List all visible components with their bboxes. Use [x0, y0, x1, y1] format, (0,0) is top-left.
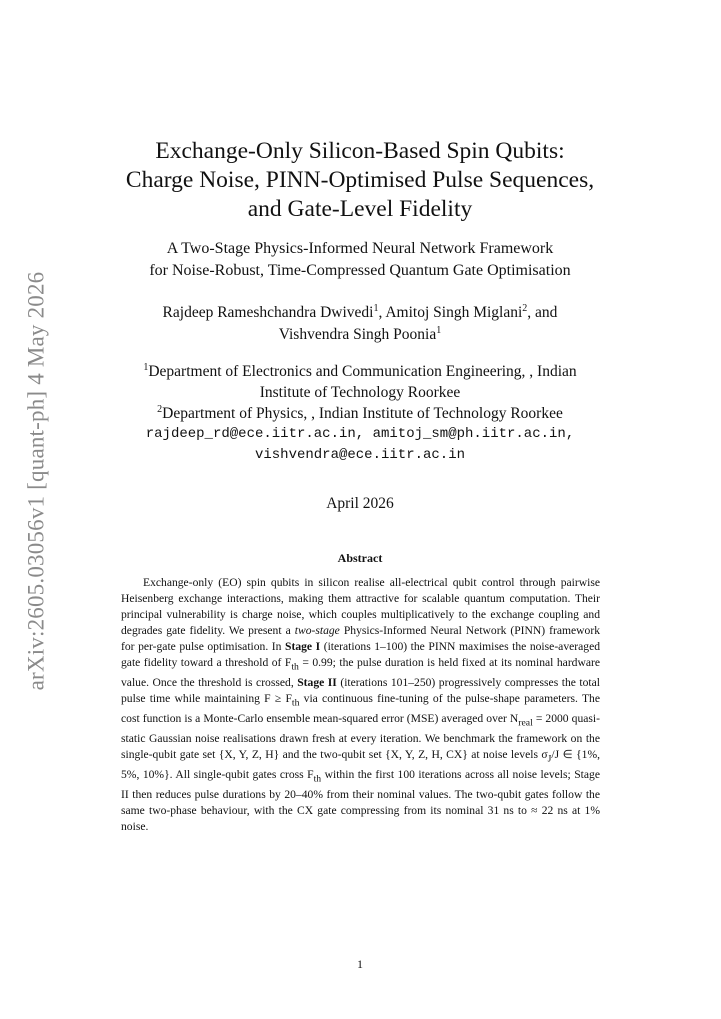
page-number: 1: [357, 957, 363, 971]
abstract-emphasis: two-stage: [294, 623, 340, 637]
affiliation-marker: 2: [522, 302, 528, 314]
abstract-text: /J ∈ {1%, 5%, 10%}. All single-qubit gates cross F: [121, 748, 600, 782]
author-name: Amitoj Singh Miglani: [385, 304, 523, 321]
author-name: Vishvendra Singh Poonia: [278, 326, 437, 343]
subtitle-line: A Two-Stage Physics-Informed Neural Network Framework: [166, 240, 554, 257]
publication-date: April 2026: [326, 495, 394, 512]
author-separator: ,: [378, 304, 386, 321]
abstract-bold: Stage I: [285, 639, 321, 653]
abstract-text: = 0.99; the pulse duration is held fixed at its nominal hardware value. Once the threshold is crossed,: [121, 655, 600, 689]
abstract-subscript: th: [291, 696, 300, 708]
affiliation-marker: 1: [373, 302, 379, 314]
abstract-text: Exchange-only (EO) spin qubits in silicon realise all-electrical qubit control through pairwise Heisenberg exchange interactions, making them attractive for scalable quantum computation. Their principal vulnerability is charge noise, which couples multiplicatively to the exchange coupling and degrades gate fidelity. We present a: [121, 576, 600, 637]
abstract-bold: Stage II: [297, 675, 337, 689]
paper-title: [90, 137, 630, 224]
paper-subtitle: [90, 238, 630, 282]
title-line: and Gate-Level Fidelity: [247, 196, 473, 222]
affiliation-text: Department of Physics, , Indian Institute of Technology Roorkee: [162, 405, 563, 422]
abstract-heading: Abstract: [337, 551, 383, 565]
abstract-text: = 2000 quasi-static Gaussian noise realisations drawn fresh at every iteration. We benchmark the framework on the single-qubit gate set {X, Y, Z, H} and the two-qubit set {X, Y, Z, H, CX} at noise levels σ: [121, 711, 600, 761]
abstract-text: within the first 100 iterations across all noise levels; Stage II then reduces pulse durations by 20–40% from their nominal values. The two-qubit gates follow the same two-phase behaviour, with the CX gate compressing from its nominal 31 ns to ≈ 22 ns at 1% noise.: [121, 768, 600, 834]
arxiv-sidebar: [14, 271, 58, 691]
title-line: Exchange-Only Silicon-Based Spin Qubits:: [155, 138, 565, 164]
author-separator: , and: [527, 304, 558, 321]
affiliation-text: Department of Electronics and Communication Engineering, , Indian: [148, 363, 577, 380]
abstract-text: Physics-Informed Neural Network (PINN) framework for per-gate pulse optimisation. In: [121, 623, 601, 653]
affiliation-marker: 1: [143, 361, 149, 373]
abstract-subscript: J: [547, 753, 552, 765]
email-addresses: rajdeep_rd@ece.iitr.ac.in, amitoj_sm@ph.iitr.ac.in,: [145, 426, 575, 442]
abstract-subscript: real: [518, 717, 533, 729]
abstract-text: via continuous fine-tuning of the pulse-shape parameters. The cost function is a Monte-Carlo ensemble mean-squared error (MSE) averaged over N: [121, 691, 600, 725]
abstract-text: (iterations 101–250) progressively compresses the total pulse time while maintaining F ≥ F: [121, 675, 600, 705]
author-name: Rajdeep Rameshchandra Dwivedi: [162, 304, 374, 321]
title-line: Charge Noise, PINN-Optimised Pulse Sequences,: [125, 167, 595, 193]
affiliation-marker: 2: [157, 403, 163, 415]
affiliation-marker: 1: [436, 324, 442, 336]
abstract-subscript: th: [291, 660, 299, 672]
abstract-text: (iterations 1–100) the PINN maximises the noise-averaged gate fidelity toward a threshold of F: [121, 639, 601, 669]
affiliations: [80, 361, 640, 466]
abstract-body: [121, 575, 600, 835]
abstract-subscript: th: [313, 773, 322, 785]
subtitle-line: for Noise-Robust, Time-Compressed Quantum Gate Optimisation: [149, 262, 571, 279]
email-addresses: vishvendra@ece.iitr.ac.in: [254, 447, 466, 463]
affiliation-text: Institute of Technology Roorkee: [259, 384, 461, 401]
author-list: [90, 302, 630, 346]
arxiv-identifier: arXiv:2605.03056v1 [quant-ph] 4 May 2026: [23, 271, 48, 691]
